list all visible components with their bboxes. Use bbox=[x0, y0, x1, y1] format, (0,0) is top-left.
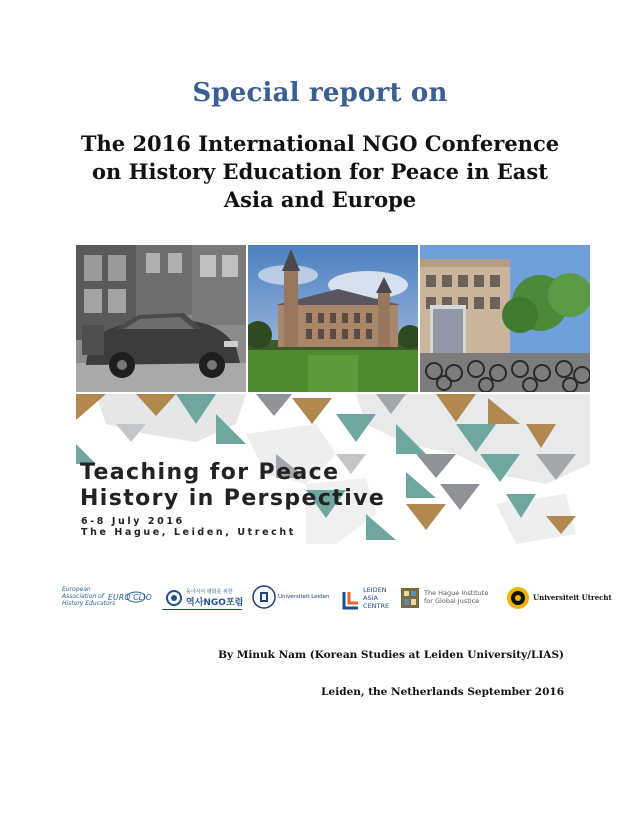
ngo-forum-small-text: 동아시아 평화를 위한 bbox=[186, 589, 233, 595]
ngo-forum-logo bbox=[160, 584, 244, 616]
lias-text-2: ASIA bbox=[363, 594, 378, 602]
hague-institute-emblem-icon bbox=[400, 587, 420, 609]
report-title bbox=[60, 130, 580, 214]
lias-logo bbox=[342, 584, 396, 616]
utrecht-university-logo bbox=[506, 584, 618, 616]
banner-places: The Hague, Leiden, Utrecht bbox=[81, 527, 296, 538]
hague-institute-logo bbox=[400, 584, 502, 616]
euroclio-mark: EURO CLIO bbox=[108, 593, 152, 602]
vintage-car-photo bbox=[76, 245, 246, 392]
banner-title-line-2: History in Perspective bbox=[80, 486, 386, 511]
peace-palace-photo bbox=[248, 245, 418, 392]
banner-title-line-1: Teaching for Peace bbox=[80, 460, 340, 485]
hague-institute-text-2: for Global Justice bbox=[424, 597, 480, 605]
leiden-university-name: Universiteit Leiden bbox=[278, 594, 330, 600]
leiden-university-logo bbox=[252, 584, 334, 616]
author-byline: By Minuk Nam (Korean Studies at Leiden University/LIAS) bbox=[218, 649, 564, 661]
leiden-seal-icon bbox=[252, 584, 276, 610]
euroclio-swoosh-icon bbox=[126, 590, 146, 604]
bicycles-building-photo bbox=[420, 245, 590, 392]
conference-banner bbox=[76, 394, 590, 544]
utrecht-university-name: Universiteit Utrecht bbox=[533, 593, 612, 602]
ngo-forum-emblem-icon bbox=[166, 590, 182, 606]
lias-text-3: CENTRE bbox=[363, 602, 390, 610]
title-line-3: Asia and Europe bbox=[223, 187, 417, 212]
lias-emblem-icon bbox=[342, 590, 360, 610]
title-line-1: The 2016 International NGO Conference bbox=[80, 131, 560, 156]
partner-logos bbox=[60, 584, 620, 616]
place-date: Leiden, the Netherlands September 2016 bbox=[321, 686, 564, 698]
euroclio-logo bbox=[60, 584, 152, 616]
report-kicker: Special report on bbox=[192, 78, 448, 108]
hague-institute-text-1: The Hague Institute bbox=[424, 589, 489, 597]
lias-text-1: LEIDEN bbox=[363, 586, 387, 594]
euroclio-text-3: History Educators bbox=[62, 600, 116, 607]
ngo-forum-name: 역사NGO포럼 bbox=[186, 598, 244, 608]
ngo-forum-underline bbox=[162, 609, 242, 610]
euroclio-text-2: Association of bbox=[62, 593, 104, 600]
euroclio-text-1: European bbox=[62, 586, 91, 593]
banner-dates: 6-8 July 2016 bbox=[81, 516, 185, 527]
utrecht-sun-icon bbox=[506, 586, 530, 610]
title-line-2: on History Education for Peace in East bbox=[92, 159, 548, 184]
